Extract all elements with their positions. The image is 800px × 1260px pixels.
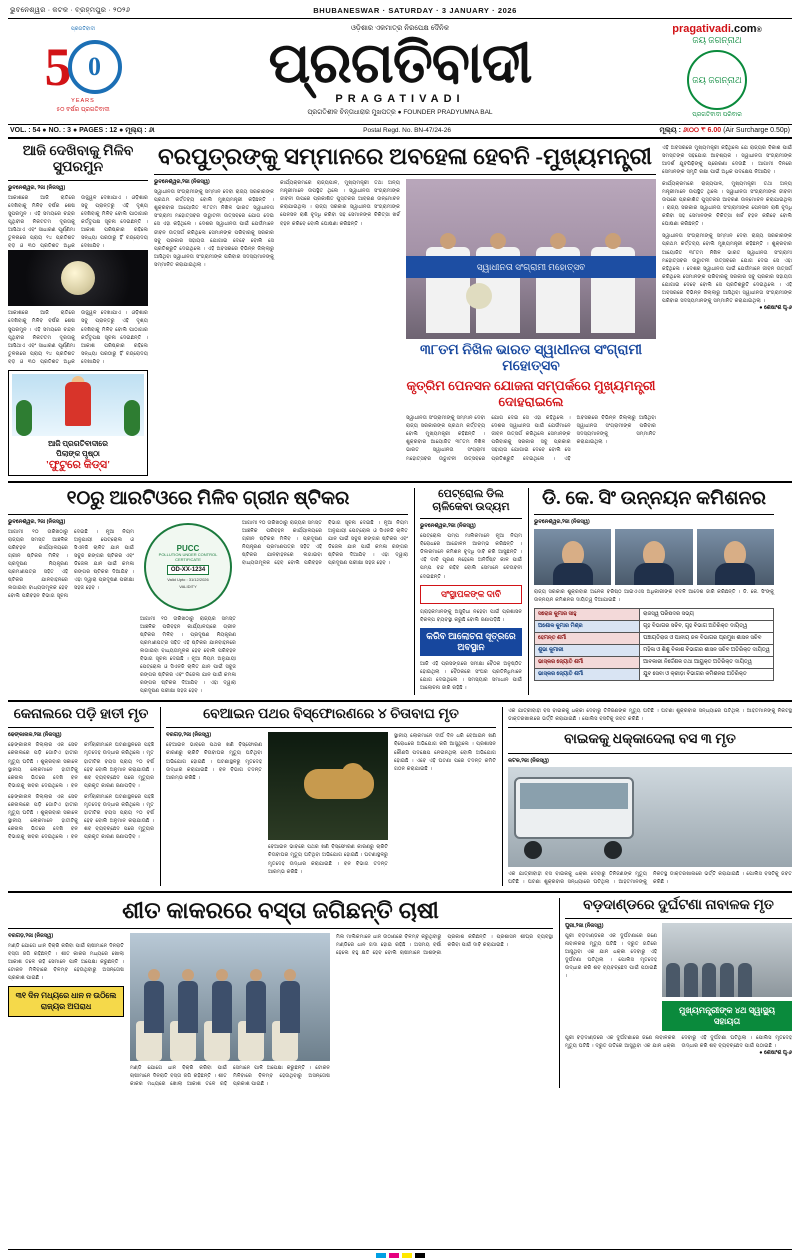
pucc-validity: Valid Upto : 31/12/2026 xyxy=(167,577,209,582)
registration-color-bar xyxy=(0,1253,800,1258)
green-sticker-body: ଆଗାମୀ ୧୦ ତାରିଖଠାରୁ ରାଜ୍ୟର ସମସ୍ତ ଆଞ୍ଚଳିକ ପରିବହନ କାର୍ଯ୍ୟାଳୟରେ ଗ୍ରୀନ ଷ୍ଟିକର ମିଳିବ । ପ୍ରଦୂଷଣ ନିୟନ୍ତ୍ରଣ ପ୍ରମାଣପତ୍ର ସହିତ ଏହି ଷ୍ଟିକର ଯାନବାହନରେ ଲଗାଇବା ବାଧ୍ୟତାମୂଳକ ହେବ ବୋଲି ପରିବହନ ବିଭାଗ ସୂଚନା ଦେଇଛି । ନୂଆ ନିୟମ ଅନୁଯାୟୀ ପେଟ୍ରୋଲ ଓ ସିଏନଜି ଚାଳିତ ଯାନ ପାଇଁ ସବୁଜ ରଙ୍ଗର ଷ୍ଟିକର ଏବଂ ଡିଜେଲ ଯାନ ପାଇଁ କମଳା ରଙ୍ଗର ଷ୍ଟିକର ଦିଆଯିବ । ଏହା ଦ୍ୱାରା ପ୍ରଦୂଷଣ ପରୀକ୍ଷା ସହଜ ହେବ । xyxy=(8,528,134,600)
tree-right-icon xyxy=(124,400,140,436)
lead-photo-banner-text: ସ୍ୱାଧୀନତା ସଂଗ୍ରାମୀ ମହୋତ୍ସବ xyxy=(476,262,586,273)
officer-name: ଭାସ୍କର ଜ୍ୟୋତି ଶର୍ମା xyxy=(535,668,640,680)
bus-windshield-icon xyxy=(520,783,628,809)
farmers-yellow-box: ୩୧ ଦିନ ମଧ୍ୟରେ ଧାନ ନ ଉଠିଲେ ରାଜ୍ୟର ଅପରାଧ xyxy=(8,986,124,1017)
bus-wheel-icon xyxy=(524,841,542,859)
price-label: ମୂଲ୍ୟ : xyxy=(659,126,681,134)
farmers-body-under: ମଣ୍ଡି ଯୋଗେ ଧାନ ବିକ୍ରି କରିବା ପାଇଁ ଚାଷୀମାନେ ଦିନରାତି ବସ୍ତା ଜଗି ରହିଛନ୍ତି । ଶୀତ କାକର ମଧ୍ୟରେ ଖୋଲା ଆକାଶ ତଳେ ରହି ସେମାନେ ପାଳି ଅପେକ୍ଷା କରୁଛନ୍ତି । ଟୋକନ ମିଳିବାରେ ବିଳମ୍ବ ହେଉଥିବାରୁ ଅସନ୍ତୋଷ ପ୍ରକାଶ ପାଇଛି । xyxy=(130,1065,330,1088)
top-strip-left: ଭୁବନେଶ୍ୱର · କଟକ · ବ୍ରହ୍ମପୁର · ୨୦୨୬ xyxy=(10,6,131,14)
bus-headline: ବାଇକକୁ ଧକ୍କାଦେଲା ବସ ୩ ମୃତ xyxy=(564,732,736,748)
masthead-tagline: ଓଡ଼ିଶାର ଏକମାତ୍ର ନିରପେକ୍ଷ ଦୈନିକ xyxy=(350,25,450,33)
boat-story xyxy=(559,898,792,1089)
lead-dateline: ଭୁବନେଶ୍ୱର,୨ଜା (ନିଜସ୍ୱ) xyxy=(154,179,210,186)
anniversary-logo-top: ପ୍ରଗତିବାଦୀ xyxy=(70,26,95,33)
green-sticker-body-3: ଆଗାମୀ ୧୦ ତାରିଖଠାରୁ ରାଜ୍ୟର ସମସ୍ତ ଆଞ୍ଚଳିକ ପରିବହନ କାର୍ଯ୍ୟାଳୟରେ ଗ୍ରୀନ ଷ୍ଟିକର ମିଳିବ । ପ୍ରଦୂଷଣ ନିୟନ୍ତ୍ରଣ ପ୍ରମାଣପତ୍ର ସହିତ ଏହି ଷ୍ଟିକର ଯାନବାହନରେ ଲଗାଇବା ବାଧ୍ୟତାମୂଳକ ହେବ ବୋଲି ପରିବହନ ବିଭାଗ ସୂଚନା ଦେଇଛି । ନୂଆ ନିୟମ ଅନୁଯାୟୀ ପେଟ୍ରୋଲ ଓ ସିଏନଜି ଚାଳିତ ଯାନ ପାଇଁ ସବୁଜ ରଙ୍ଗର ଷ୍ଟିକର ଏବଂ ଡିଜେଲ ଯାନ ପାଇଁ କମଳା ରଙ୍ଗର ଷ୍ଟିକର ଦିଆଯିବ । ଏହା ଦ୍ୱାରା ପ୍ରଦୂଷଣ ପରୀକ୍ଷା ସହଜ ହେବ । xyxy=(242,519,408,567)
jagannath-badge-label: ଜୟ ଜଗନ୍ନାଥ xyxy=(692,74,742,85)
bottom-section xyxy=(8,898,792,1089)
officer-name: ସରୋଜ କୁମାର ସାହୁ xyxy=(535,608,640,620)
person-icon xyxy=(720,963,734,997)
middle-section xyxy=(8,488,792,695)
petrol-headline-2: ଚାଳିକେବା ଉଦ୍ୟମ xyxy=(432,501,510,514)
footer-rule xyxy=(8,1249,792,1250)
elephant-body: ଢେଙ୍କାନାଳ ଜିଲ୍ଲାର ଏକ ସେଚ କେନାଲରେ ପଡ଼ି ଗୋଟିଏ ହାତୀର ମୃତ୍ୟୁ ଘଟିଛି । ଶୁକ୍ରବାର ସକାଳେ ସ୍ଥାନୀୟ ଲୋକମାନେ ହାତୀଟିକୁ କେନାଲ ଭିତରେ ଦେଖି ବନ ବିଭାଗକୁ ଖବର ଦେଇଥିଲେ । ବନ କର୍ମଚାରୀମାନେ ଘଟଣାସ୍ଥଳରେ ପହଞ୍ଚି ମୃତଦେହ ଉଦ୍ଧାର କରିଥିଲେ । ମୃତ ହାତୀଟିର ବୟସ ପ୍ରାୟ ୨୦ ବର୍ଷ ହେବ ବୋଲି ଅନୁମାନ କରାଯାଉଛି । ଶବ ବ୍ୟବଚ୍ଛେଦ ପରେ ମୃତ୍ୟୁର ପ୍ରକୃତ କାରଣ ଜଣାପଡ଼ିବ । xyxy=(8,742,154,789)
masthead xyxy=(8,19,792,120)
table-row xyxy=(535,608,774,620)
officer-portrait xyxy=(697,529,774,585)
farmer-icon xyxy=(280,981,300,1033)
petrol-story xyxy=(414,488,522,695)
officer-post: ଗୃହ ବିଭାଗର ସଚିବ, ଗୃହ ବିଭାଗ ଅତିରିକ୍ତ ଦାୟିତ୍ୱ xyxy=(640,620,774,632)
person-head-icon xyxy=(605,233,621,249)
green-sticker-headline: ୧୦ରୁ ଆରଟିଓରେ ମିଳିବ ଗ୍ରୀନ ଷ୍ଟିକର xyxy=(66,487,350,509)
person-head-icon xyxy=(550,233,566,249)
farmer-icon xyxy=(144,981,164,1033)
boat-body: ପୁରୀ ବଡ଼ଦାଣ୍ଡରେ ଏକ ଦୁର୍ଘଟଣାରେ ଜଣେ ନାବାଳକର ମୃତ୍ୟୁ ଘଟିଛି । ଦ୍ରୁତ ଗତିରେ ଆସୁଥିବା ଏକ ଯାନ ଧକ୍କା ଦେବାରୁ ଏହି ଦୁର୍ଘଟଣା ଘଟିଥିଲା । ପୋଲିସ ମୃତଦେହ ଉଦ୍ଧାର କରି ଶବ ବ୍ୟବଚ୍ଛେଦ ପାଇଁ ପଠାଇଛି । xyxy=(565,932,657,980)
boat-dateline: ପୁରୀ,୨ଜା (ନିଜସ୍ୱ) xyxy=(565,922,604,929)
supermoon-headline: ଆଜି ଦେଖିବାକୁ ମିଳିବ ସୁପରମୁନ xyxy=(22,143,134,175)
volume-bar xyxy=(8,124,792,139)
elephant-story xyxy=(8,707,154,885)
officer-name: ଭାସ୍କର ଜ୍ୟୋତି ଶର୍ମା xyxy=(535,656,640,668)
lead-body-right-2: କାର୍ଯ୍ୟକ୍ରମରେ ରାଜ୍ୟପାଳ, ମୁଖ୍ୟମନ୍ତ୍ରୀ ତଥା ଅନ୍ୟ ମନ୍ତ୍ରୀମାନେ ଉପସ୍ଥିତ ଥିଲେ । ସ୍ୱାଧୀନତା ସଂଗ୍ରାମୀଙ୍କ ଜୀବନୀ ଉପରେ ପ୍ରକାଶିତ ପୁସ୍ତକର ଆବରଣ ଉନ୍ମୋଚନ କରାଯାଇଥିଲା । ରାଜ୍ୟ ସରକାର ସ୍ୱାଧୀନତା ସଂଗ୍ରାମୀଙ୍କ ପେନସନ ରାଶି ବୃଦ୍ଧି କରିବା ସହ ସେମାନଙ୍କ ଚିକିତ୍ସା ଖର୍ଚ୍ଚ ବହନ କରିବେ ବୋଲି ଘୋଷଣା କରିଛନ୍ତି । xyxy=(662,181,792,228)
tree-left-icon xyxy=(16,400,32,436)
green-sticker-body-2: ଆଗାମୀ ୧୦ ତାରିଖଠାରୁ ରାଜ୍ୟର ସମସ୍ତ ଆଞ୍ଚଳିକ ପରିବହନ କାର୍ଯ୍ୟାଳୟରେ ଗ୍ରୀନ ଷ୍ଟିକର ମିଳିବ । ପ୍ରଦୂଷଣ ନିୟନ୍ତ୍ରଣ ପ୍ରମାଣପତ୍ର ସହିତ ଏହି ଷ୍ଟିକର ଯାନବାହନରେ ଲଗାଇବା ବାଧ୍ୟତାମୂଳକ ହେବ ବୋଲି ପରିବହନ ବିଭାଗ ସୂଚନା ଦେଇଛି । ନୂଆ ନିୟମ ଅନୁଯାୟୀ ପେଟ୍ରୋଲ ଓ ସିଏନଜି ଚାଳିତ ଯାନ ପାଇଁ ସବୁଜ ରଙ୍ଗର ଷ୍ଟିକର ଏବଂ ଡିଜେଲ ଯାନ ପାଇଁ କମଳା ରଙ୍ଗର ଷ୍ଟିକର ଦିଆଯିବ । ଏହା ଦ୍ୱାରା ପ୍ରଦୂଷଣ ପରୀକ୍ଷା ସହଜ ହେବ । xyxy=(140,615,236,695)
anniversary-0: 0 xyxy=(68,40,122,94)
website-tld: .com xyxy=(730,23,757,35)
bus-photo xyxy=(508,767,792,867)
appointments-table xyxy=(534,608,774,681)
lead-subhead-blue: ୩୮ତମ ନିଖିଳ ଭାରତ ସ୍ୱାଧୀନତା ସଂଗ୍ରାମୀ ମହୋତ୍ସବ xyxy=(419,343,643,375)
price-oriya: ୬୲୦୦ xyxy=(682,126,700,134)
upper-section xyxy=(8,144,792,476)
price-block xyxy=(660,127,790,135)
lead-photo-banner xyxy=(406,256,656,278)
pucc-subtitle: POLLUTION UNDER CONTROL CERTIFICATE xyxy=(158,552,218,563)
person-icon xyxy=(684,963,698,997)
boat-continued: ● ଶେଷାଂଶ ପୃ-୬ xyxy=(759,1049,792,1056)
top-strip xyxy=(8,4,792,19)
page-title: ପ୍ରଗତିବାଦୀ xyxy=(268,33,532,96)
color-mark-black xyxy=(415,1253,425,1258)
petrol-headline-1: ପେଟ୍ରୋଲ ଡିଲ xyxy=(438,487,504,500)
volume-info: VOL. : 54 ● NO. : 3 ● PAGES : 12 ● ମୂଲ୍ୟ : ୬୲ xyxy=(10,126,155,134)
column-right xyxy=(662,144,792,476)
dk-headline: ଡି. କେ. ସିଂ ଉନ୍ନୟନ କମିଶନର xyxy=(541,487,767,509)
farmers-dateline: ବରଗଡ଼,୨ଜା (ନିଜସ୍ୱ) xyxy=(8,933,54,940)
petrol-dateline: ଭୁବନେଶ୍ୱର,୨ଜା (ନିଜସ୍ୱ) xyxy=(420,523,476,530)
farmer-icon xyxy=(246,981,266,1033)
leopard-body-under: ବେଆଇନ ଭାବରେ ପଥର ଖଣି ବିସ୍ଫୋରଣ କାରଣରୁ ଚାରିଟି ଚିତାବାଘର ମୃତ୍ୟୁ ଘଟିଥିବା ଅଭିଯୋଗ ହୋଇଛି । ଘଟଣାସ୍ଥଳରୁ ମୃତଦେହ ଉଦ୍ଧାର କରାଯାଇଛି । ବନ ବିଭାଗ ତଦନ୍ତ ଆରମ୍ଭ କରିଛି । xyxy=(268,844,388,875)
bus-lead-text: ଏକ ଯାତ୍ରୀବାହୀ ବସ ବାଇକକୁ ଧକ୍କା ଦେବାରୁ ତିନିଜଣଙ୍କ ମୃତ୍ୟୁ ଘଟିଛି । ଘଟଣା ଶୁକ୍ରବାର ସନ୍ଧ୍ୟାରେ ଘଟିଥିଲା । ଆହତମାନଙ୍କୁ ନିକଟସ୍ଥ ଡାକ୍ତରଖାନାରେ ଭର୍ତ୍ତି କରାଯାଇଛି । ପୋଲିସ ବସଟିକୁ ଜବତ କରିଛି । xyxy=(508,708,792,723)
officer-post: ପଞ୍ଚାୟତିରାଜ ଓ ପାନୀୟ ଜଳ ବିଭାଗର ପ୍ରମୁଖ ଶାସନ ସଚିବ xyxy=(640,632,774,644)
bus-wheel-icon xyxy=(604,841,622,859)
farmers-body-right: ମିଲ ମାଲିକମାନେ ଧାନ ଉଠାଣରେ ବିଳମ୍ବ କରୁଥିବାରୁ ମଣ୍ଡିରେ ଧାନ ଗଦା ହୋଇ ରହିଛି । ଅସମୟ ବର୍ଷା ହେଲେ ବହୁ କ୍ଷତି ହେବ ବୋଲି ଚାଷୀମାନେ ଆଶଙ୍କା ପ୍ରକାଶ କରିଛନ୍ତି । ପ୍ରଶାସନ ଶୀଘ୍ର ବ୍ୟବସ୍ଥା କରିବା ପାଇଁ ଦାବି କରାଯାଇଛି । xyxy=(336,934,553,957)
officer-portrait xyxy=(534,529,611,585)
elephant-body-2: ଢେଙ୍କାନାଳ ଜିଲ୍ଲାର ଏକ ସେଚ କେନାଲରେ ପଡ଼ି ଗୋଟିଏ ହାତୀର ମୃତ୍ୟୁ ଘଟିଛି । ଶୁକ୍ରବାର ସକାଳେ ସ୍ଥାନୀୟ ଲୋକମାନେ ହାତୀଟିକୁ କେନାଲ ଭିତରେ ଦେଖି ବନ ବିଭାଗକୁ ଖବର ଦେଇଥିଲେ । ବନ କର୍ମଚାରୀମାନେ ଘଟଣାସ୍ଥଳରେ ପହଞ୍ଚି ମୃତଦେହ ଉଦ୍ଧାର କରିଥିଲେ । ମୃତ ହାତୀଟିର ବୟସ ପ୍ରାୟ ୨୦ ବର୍ଷ ହେବ ବୋଲି ଅନୁମାନ କରାଯାଉଛି । ଶବ ବ୍ୟବଚ୍ଛେଦ ପରେ ମୃତ୍ୟୁର ପ୍ରକୃତ କାରଣ ଜଣାପଡ଼ିବ । xyxy=(8,793,154,841)
color-mark-magenta xyxy=(389,1253,399,1258)
column-left xyxy=(8,144,148,476)
lead-body-mid: କାର୍ଯ୍ୟକ୍ରମରେ ରାଜ୍ୟପାଳ, ମୁଖ୍ୟମନ୍ତ୍ରୀ ତଥା ଅନ୍ୟ ମନ୍ତ୍ରୀମାନେ ଉପସ୍ଥିତ ଥିଲେ । ସ୍ୱାଧୀନତା ସଂଗ୍ରାମୀଙ୍କ ଜୀବନୀ ଉପରେ ପ୍ରକାଶିତ ପୁସ୍ତକର ଆବରଣ ଉନ୍ମୋଚନ କରାଯାଇଥିଲା । ରାଜ୍ୟ ସରକାର ସ୍ୱାଧୀନତା ସଂଗ୍ରାମୀଙ୍କ ପେନସନ ରାଶି ବୃଦ୍ଧି କରିବା ସହ ସେମାନଙ୍କ ଚିକିତ୍ସା ଖର୍ଚ୍ଚ ବହନ କରିବେ ବୋଲି ଘୋଷଣା କରିଛନ୍ତି । xyxy=(280,180,400,227)
table-row xyxy=(535,644,774,656)
leopard-headline: ବେଆଇନ ପଥର ବିସ୍ଫୋରଣରେ ୪ ଚିତାବାଘ ମୃତ xyxy=(203,707,459,723)
person-icon xyxy=(666,963,680,997)
masthead-roman-title: PRAGATIVADI xyxy=(335,93,465,106)
person-head-icon xyxy=(490,233,506,249)
anniversary-logo-icon xyxy=(28,28,138,106)
pucc-title: PUCC xyxy=(176,544,200,554)
kids-promo-line3: 'ଫୁଟୁରେ କିଡ୍ସ' xyxy=(45,458,111,471)
table-row xyxy=(535,656,774,668)
face-icon xyxy=(284,969,296,981)
face-icon xyxy=(182,969,194,981)
leopard-body-left: ବେଆଇନ ଭାବରେ ପଥର ଖଣି ବିସ୍ଫୋରଣ କାରଣରୁ ଚାରିଟି ଚିତାବାଘର ମୃତ୍ୟୁ ଘଟିଥିବା ଅଭିଯୋଗ ହୋଇଛି । ଘଟଣାସ୍ଥଳରୁ ମୃତଦେହ ଉଦ୍ଧାର କରାଯାଇଛି । ବନ ବିଭାଗ ତଦନ୍ତ ଆରମ୍ଭ କରିଛି । xyxy=(166,742,262,781)
person-icon xyxy=(738,963,752,997)
dk-dateline: ଭୁବନେଶ୍ୱର,୨ଜା (ନିଜସ୍ୱ) xyxy=(534,518,590,525)
leopard-photo xyxy=(268,732,388,840)
bus-dateline: କଟକ,୨ଜା (ନିଜସ୍ୱ) xyxy=(508,757,549,764)
lead-continued: ● ଶେଷାଂଶ ପୃ-୬ xyxy=(759,304,792,311)
petrol-redbox: ସଂସ୍ଥାପକଙ୍କ ଦାବି xyxy=(420,585,522,604)
green-sticker-story xyxy=(8,488,408,695)
officer-name: ଶୁଭା କୁମାରୀ xyxy=(535,644,640,656)
bus-story xyxy=(502,707,792,885)
anniversary-caption: ୫୦ ବର୍ଷର ପ୍ରଗତିବାଦୀ xyxy=(56,107,110,114)
publisher-family-label: ପ୍ରଗତିବାଦୀ ପରିବାର xyxy=(692,112,742,118)
lead-headline: ବରପୁତ୍ରଙ୍କୁ ସମ୍ମାନରେ ଅବହେଳା ହେବନି -ମୁଖ୍ୟମନ୍ତ୍ରୀ xyxy=(158,143,652,169)
kids-promo-line2: ପିଲାଙ୍କ ପୃଷ୍ଠା xyxy=(56,448,100,458)
masthead-left xyxy=(8,28,158,114)
officer-post: ମହିଳା ଓ ଶିଶୁ ବିକାଶ ବିଭାଗର ଶାସନ ସଚିବ ଅତିରିକ୍ତ ଦାୟିତ୍ୱ xyxy=(640,644,774,656)
farmer-icon xyxy=(212,981,232,1033)
farmers-body-left: ମଣ୍ଡି ଯୋଗେ ଧାନ ବିକ୍ରି କରିବା ପାଇଁ ଚାଷୀମାନେ ଦିନରାତି ବସ୍ତା ଜଗି ରହିଛନ୍ତି । ଶୀତ କାକର ମଧ୍ୟରେ ଖୋଲା ଆକାଶ ତଳେ ରହି ସେମାନେ ପାଳି ଅପେକ୍ଷା କରୁଛନ୍ତି । ଟୋକନ ମିଳିବାରେ ବିଳମ୍ବ ହେଉଥିବାରୁ ଅସନ୍ତୋଷ ପ୍ରକାଶ ପାଇଛି । xyxy=(8,943,124,982)
petrol-body: ପେଟ୍ରୋଲ ପମ୍ପ ମାଲିକମାନେ ନୂଆ ନିୟମ ବିରୋଧରେ ଆନ୍ଦୋଳନ ଆରମ୍ଭ କରିଛନ୍ତି । ଡିଲରମାନେ କମିଶନ ବୃଦ୍ଧି ଦାବି କରି ଆସୁଛନ୍ତି । ଏହି ଦାବି ପୂରଣ ନହେଲେ ଅନିର୍ଦ୍ଦିଷ୍ଟ କାଳ ପାଇଁ ପମ୍ପ ବନ୍ଦ ରହିବ ବୋଲି ସେମାନେ ଚେତାବନୀ ଦେଇଛନ୍ତି । xyxy=(420,533,522,580)
lead-body-right-3: ସ୍ୱାଧୀନତା ସଂଗ୍ରାମୀଙ୍କୁ ସମ୍ମାନ ଦେବା ରାଜ୍ୟ ସରକାରଙ୍କ ପ୍ରଥମ କର୍ତ୍ତବ୍ୟ ବୋଲି ମୁଖ୍ୟମନ୍ତ୍ରୀ କହିଛନ୍ତି । ଶୁକ୍ରବାର ଆୟୋଜିତ ୩୮ତମ ନିଖିଳ ଭାରତ ସ୍ୱାଧୀନତା ସଂଗ୍ରାମୀ ମହୋତ୍ସବର ଉଦ୍ଘାଟନୀ ଉତ୍ସବରେ ଯୋଗ ଦେଇ ସେ ଏହା କହିଥିଲେ । ଦେଶର ସ୍ୱାଧୀନତା ପାଇଁ ଯେଉଁମାନେ ଜୀବନ ଉତ୍ସର୍ଗ କରିଥିଲେ ସେମାନଙ୍କ ପରିବାରକୁ ସରକାର ସବୁ ପ୍ରକାର ସହାୟତା ଯୋଗାଇ ଦେବେ ବୋଲି ସେ ପ୍ରତିଶ୍ରୁତି ଦେଇଥିଲେ । ଏହି ଅବସରରେ ବିଭିନ୍ନ ଜିଲ୍ଲାରୁ ଆସିଥିବା ସ୍ୱାଧୀନତା ସଂଗ୍ରାମୀଙ୍କ ପରିବାର ସଦସ୍ୟମାନଙ୍କୁ ସମ୍ମାନିତ କରାଯାଇଥିଲା । xyxy=(662,233,792,304)
masthead-right xyxy=(642,23,792,120)
officer-post: ଆବକାରୀ ନିର୍ଦ୍ଦେଶକ ତଥା ଆୟୁକ୍ତ ଅତିରିକ୍ତ ଦାୟିତ୍ୱ xyxy=(640,656,774,668)
postal-regd: Postal Regd. No. BN-47/24-26 xyxy=(363,127,451,135)
elephant-dateline: ଢେଙ୍କାନାଳ,୨ଜା (ନିଜସ୍ୱ) xyxy=(8,732,62,739)
anniversary-years: YEARS xyxy=(71,98,95,105)
lead-body-lower: ସ୍ୱାଧୀନତା ସଂଗ୍ରାମୀଙ୍କୁ ସମ୍ମାନ ଦେବା ରାଜ୍ୟ ସରକାରଙ୍କ ପ୍ରଥମ କର୍ତ୍ତବ୍ୟ ବୋଲି ମୁଖ୍ୟମନ୍ତ୍ରୀ କହିଛନ୍ତି । ଶୁକ୍ରବାର ଆୟୋଜିତ ୩୮ତମ ନିଖିଳ ଭାରତ ସ୍ୱାଧୀନତା ସଂଗ୍ରାମୀ ମହୋତ୍ସବର ଉଦ୍ଘାଟନୀ ଉତ୍ସବରେ ଯୋଗ ଦେଇ ସେ ଏହା କହିଥିଲେ । ଦେଶର ସ୍ୱାଧୀନତା ପାଇଁ ଯେଉଁମାନେ ଜୀବନ ଉତ୍ସର୍ଗ କରିଥିଲେ ସେମାନଙ୍କ ପରିବାରକୁ ସରକାର ସବୁ ପ୍ରକାର ସହାୟତା ଯୋଗାଇ ଦେବେ ବୋଲି ସେ ପ୍ରତିଶ୍ରୁତି ଦେଇଥିଲେ । ଏହି ଅବସରରେ ବିଭିନ୍ନ ଜିଲ୍ଲାରୁ ଆସିଥିବା ସ୍ୱାଧୀନତା ସଂଗ୍ରାମୀଙ୍କ ପରିବାର ସଦସ୍ୟମାନଙ୍କୁ ସମ୍ମାନିତ କରାଯାଇଥିଲା । xyxy=(406,415,656,462)
farmers-headline: ଶୀତ କାକରରେ ବସ୍ତା ଜଗିଛନ୍ତି ଚାଷୀ xyxy=(122,897,439,923)
website-name: pragativadi xyxy=(672,23,731,35)
leopard-head-icon xyxy=(342,763,364,783)
elephant-headline: କେନାଲରେ ପଡ଼ି ହାତୀ ମୃତ xyxy=(13,707,149,723)
farmers-story xyxy=(8,898,553,1089)
leopard-story xyxy=(160,707,496,885)
face-icon xyxy=(148,969,160,981)
kid-body-icon xyxy=(65,382,91,426)
farmer-icon xyxy=(178,981,198,1033)
moon-photo xyxy=(8,250,148,306)
torso-icon xyxy=(634,563,674,585)
bus-body: ଏକ ଯାତ୍ରୀବାହୀ ବସ ବାଇକକୁ ଧକ୍କା ଦେବାରୁ ତିନିଜଣଙ୍କ ମୃତ୍ୟୁ ଘଟିଛି । ଘଟଣା ଶୁକ୍ରବାର ସନ୍ଧ୍ୟାରେ ଘଟିଥିଲା । ଆହତମାନଙ୍କୁ ନିକଟସ୍ଥ ଡାକ୍ତରଖାନାରେ ଭର୍ତ୍ତି କରାଯାଇଛି । ପୋଲିସ ବସଟିକୁ ଜବତ କରିଛି । xyxy=(508,870,792,885)
green-sticker-dateline: ଭୁବନେଶ୍ୱର, ୨ଜା (ନିଜସ୍ୱ) xyxy=(8,518,66,525)
face-icon xyxy=(250,969,262,981)
lead-subhead-red: କୃତ୍ରିମ ପେନସନ ଯୋଜନା ସମ୍ପର୍କରେ ମୁଖ୍ୟମନ୍ତ୍ରୀ ଦୋହରାଇଲେ xyxy=(406,378,656,410)
boat-photo xyxy=(662,923,792,997)
boat-headline: ବଡ଼ଦାଣ୍ଡରେ ଦୁର୍ଘଟଣା ନାବାଳକ ମୃତ xyxy=(583,897,774,913)
table-row xyxy=(535,620,774,632)
website-link[interactable]: pragativadi.com® xyxy=(672,23,762,35)
color-mark-cyan xyxy=(376,1253,386,1258)
dk-body: ରାଜ୍ୟ ସରକାର ଶୁକ୍ରବାର ଅନେକ ବରିଷ୍ଠ ଆଇଏଏସ ଅଧିକାରୀଙ୍କ ବଦଳି ଆଦେଶ ଜାରି କରିଛନ୍ତି । ଡି. କେ. ସିଂଙ୍କୁ ଉନ୍ନୟନ କମିଶନର ଦାୟିତ୍ୱ ଦିଆଯାଇଛି । xyxy=(534,588,774,603)
price-value: ₹ 6.00 xyxy=(700,126,722,134)
masthead-center xyxy=(158,25,642,117)
table-row xyxy=(535,668,774,680)
person-head-icon xyxy=(440,233,456,249)
supermoon-dateline: ଭୁବନେଶ୍ୱର, ୨ଜା (ନିଜସ୍ୱ) xyxy=(8,184,66,191)
boat-green-box: ମୁଖ୍ୟମନ୍ତ୍ରୀଙ୍କ ୪ଥ ସ୍ୱାସ୍ଥ୍ୟ ସହାୟତା xyxy=(662,1001,792,1031)
torso-icon xyxy=(553,563,593,585)
pucc-sticker-icon xyxy=(144,523,232,611)
dk-singh-story xyxy=(528,488,774,695)
farmers-photo xyxy=(130,933,330,1061)
petrol-bluebar: କରିବ ଆଲୋଚନା ସୂତ୍ରରେ ଅବସ୍ଥାନ xyxy=(420,628,522,656)
leopard-dateline: ବରଗଡ଼,୨ଜା (ନିଜସ୍ୱ) xyxy=(166,732,212,739)
kids-promo-line1: ଆଜି ପ୍ରଗତିବାଦୀରେ xyxy=(48,438,108,448)
torso-icon xyxy=(715,563,755,585)
supermoon-body: ଆକାଶରେ ଆଜି ରାତିରେ ଦେଖିବାକୁ ମିଳିବ ବର୍ଷର ଶେଷ ସୁପରମୁନ । ଏହି ସମୟରେ ଚନ୍ଦ୍ର ପୃଥିବୀର ନିକଟତମ ଦୂରତାକୁ ଆସିଥାଏ ଏବଂ ସାଧାରଣ ପୂର୍ଣ୍ଣିମା ତୁଳନାରେ ପ୍ରାୟ ୧୪ ପ୍ରତିଶତ ବଡ଼ ଓ ୩୦ ପ୍ରତିଶତ ଅଧିକ ଉଜ୍ଜ୍ୱଳ ଦେଖାଯାଏ । ଓଡ଼ିଶାର ସବୁ ପ୍ରାନ୍ତରୁ ଏହି ଦୃଶ୍ୟ ଦେଖିବାକୁ ମିଳିବ ବୋଲି ପାଠାଗାର କର୍ତ୍ତୃପକ୍ଷ ସୂଚନା ଦେଇଛନ୍ତି । ଆକାଶ ପରିଷ୍କାର ରହିଲେ ସନ୍ଧ୍ୟା ପରଠାରୁ ହିଁ ଚନ୍ଦ୍ରୋଦୟ ଦେଖାଯିବ । xyxy=(8,194,148,250)
pucc-number: OD-XX-1234 xyxy=(167,565,209,575)
table-row xyxy=(535,632,774,644)
supermoon-body-2: ଆକାଶରେ ଆଜି ରାତିରେ ଦେଖିବାକୁ ମିଳିବ ବର୍ଷର ଶେଷ ସୁପରମୁନ । ଏହି ସମୟରେ ଚନ୍ଦ୍ର ପୃଥିବୀର ନିକଟତମ ଦୂରତାକୁ ଆସିଥାଏ ଏବଂ ସାଧାରଣ ପୂର୍ଣ୍ଣିମା ତୁଳନାରେ ପ୍ରାୟ ୧୪ ପ୍ରତିଶତ ବଡ଼ ଓ ୩୦ ପ୍ରତିଶତ ଅଧିକ ଉଜ୍ଜ୍ୱଳ ଦେଖାଯାଏ । ଓଡ଼ିଶାର ସବୁ ପ୍ରାନ୍ତରୁ ଏହି ଦୃଶ୍ୟ ଦେଖିବାକୁ ମିଳିବ ବୋଲି ପାଠାଗାର କର୍ତ୍ତୃପକ୍ଷ ସୂଚନା ଦେଇଛନ୍ତି । ଆକାଶ ପରିଷ୍କାର ରହିଲେ ସନ୍ଧ୍ୟା ପରଠାରୁ ହିଁ ଚନ୍ଦ୍ରୋଦୟ ଦେଖାଯିବ । xyxy=(8,310,148,365)
officer-portrait xyxy=(615,529,692,585)
third-section xyxy=(8,707,792,885)
petrol-body-3: ଆଜି ଏହି ପ୍ରସଙ୍ଗରେ ସମୀକ୍ଷା ବୈଠକ ଅନୁଷ୍ଠିତ ହୋଇଥିଲା । ବୈଠକରେ ସଂଘର ପ୍ରତିନିଧିମାନେ ଯୋଗ ଦେଇଥିଲେ । ସମସ୍ୟାର ସମାଧାନ ପାଇଁ ଆଲୋଚନା ଜାରି ରହିଛି । xyxy=(420,660,522,691)
boat-body-2: ପୁରୀ ବଡ଼ଦାଣ୍ଡରେ ଏକ ଦୁର୍ଘଟଣାରେ ଜଣେ ନାବାଳକର ମୃତ୍ୟୁ ଘଟିଛି । ଦ୍ରୁତ ଗତିରେ ଆସୁଥିବା ଏକ ଯାନ ଧକ୍କା ଦେବାରୁ ଏହି ଦୁର୍ଘଟଣା ଘଟିଥିଲା । ପୋଲିସ ମୃତଦେହ ଉଦ୍ଧାର କରି ଶବ ବ୍ୟବଚ୍ଛେଦ ପାଇଁ ପଠାଇଛି । xyxy=(565,1034,792,1049)
officer-post: ଯୁବ ସେବା ଓ କ୍ରୀଡ଼ା ବିଭାଗର କମିଶନର ଅତିରିକ୍ତ xyxy=(640,668,774,680)
lead-body-left: ସ୍ୱାଧୀନତା ସଂଗ୍ରାମୀଙ୍କୁ ସମ୍ମାନ ଦେବା ରାଜ୍ୟ ସରକାରଙ୍କ ପ୍ରଥମ କର୍ତ୍ତବ୍ୟ ବୋଲି ମୁଖ୍ୟମନ୍ତ୍ରୀ କହିଛନ୍ତି । ଶୁକ୍ରବାର ଆୟୋଜିତ ୩୮ତମ ନିଖିଳ ଭାରତ ସ୍ୱାଧୀନତା ସଂଗ୍ରାମୀ ମହୋତ୍ସବର ଉଦ୍ଘାଟନୀ ଉତ୍ସବରେ ଯୋଗ ଦେଇ ସେ ଏହା କହିଥିଲେ । ଦେଶର ସ୍ୱାଧୀନତା ପାଇଁ ଯେଉଁମାନେ ଜୀବନ ଉତ୍ସର୍ଗ କରିଥିଲେ ସେମାନଙ୍କ ପରିବାରକୁ ସରକାର ସବୁ ପ୍ରକାର ସହାୟତା ଯୋଗାଇ ଦେବେ ବୋଲି ସେ ପ୍ରତିଶ୍ରୁତି ଦେଇଥିଲେ । ଏହି ଅବସରରେ ବିଭିନ୍ନ ଜିଲ୍ଲାରୁ ଆସିଥିବା ସ୍ୱାଧୀନତା ସଂଗ୍ରାମୀଙ୍କ ପରିବାର ସଦସ୍ୟମାନଙ୍କୁ ସମ୍ମାନିତ କରାଯାଇଥିଲା । xyxy=(154,189,274,268)
lead-story xyxy=(154,144,656,476)
jagannath-text: ଜୟ ଜଗନ୍ନାଥ xyxy=(692,35,742,45)
person-icon xyxy=(702,963,716,997)
officer-name: ହେମନ୍ତ ଶର୍ମା xyxy=(535,632,640,644)
kids-page-promo[interactable] xyxy=(8,370,148,476)
pucc-tag: VALIDITY xyxy=(179,584,197,589)
top-strip-center: BHUBANESWAR · SATURDAY · 3 JANUARY · 2026 xyxy=(313,6,517,15)
petrol-body-2: ଗ୍ରାହକମାନଙ୍କୁ ଅସୁବିଧା ନହେବା ପାଇଁ ପ୍ରଶାସନ ବିକଳ୍ପ ବ୍ୟବସ୍ଥା କରୁଛି ବୋଲି ଜଣାପଡ଼ିଛି । xyxy=(420,608,522,623)
jagannath-badge-icon xyxy=(687,50,747,110)
moon-disc-icon xyxy=(61,261,95,295)
lead-photo xyxy=(406,179,656,339)
officer-post: ରାଜସ୍ୱ ପରିଷଦର ସଭ୍ୟ xyxy=(640,608,774,620)
officer-name: ଅଶୋକ କୁମାର ମିଶ୍ର xyxy=(535,620,640,632)
lead-body-right: ଏହି ଅବସରରେ ମୁଖ୍ୟମନ୍ତ୍ରୀ କହିଥିଲେ ଯେ ରାଜ୍ୟର ବିକାଶ ପାଇଁ ସମସ୍ତଙ୍କ ସହଯୋଗ ଆବଶ୍ୟକ । ସ୍ୱାଧୀନତା ସଂଗ୍ରାମୀଙ୍କ ଆଦର୍ଶ ଯୁବପିଢ଼ିଙ୍କୁ ପ୍ରେରଣା ଦେଉଛି । ଆଗାମୀ ଦିନରେ ସେମାନଙ୍କ ସ୍ମୃତି ରକ୍ଷା ପାଇଁ ଅଧିକ ପଦକ୍ଷେପ ନିଆଯିବ । xyxy=(662,144,792,175)
price-surcharge: (Air Surcharge 0.50p) xyxy=(723,126,790,134)
masthead-strapline: ପ୍ରଗତିଶୀଳ ଚିନ୍ତାଧାରାର ମୁଖପତ୍ର ● FOUNDER PRADYUMNA BAL xyxy=(307,109,493,117)
leopard-body-right: ସ୍ଥାନୀୟ ଲୋକମାନେ ଦୀର୍ଘ ଦିନ ଧରି ବେଆଇନ ଖଣି ବିରୋଧରେ ଅଭିଯୋଗ କରି ଆସୁଥିଲେ । ପ୍ରଶାସନ କୌଣସି ପଦକ୍ଷେପ ନେଇନଥିଲା ବୋଲି ଅଭିଯୋଗ ହୋଇଛି । ଏବେ ଏହି ଘଟଣା ପରେ ତଦନ୍ତ କମିଟି ଗଠନ କରାଯାଇଛି । xyxy=(394,733,496,772)
color-mark-yellow xyxy=(402,1253,412,1258)
anniversary-5: 5 xyxy=(44,37,72,98)
dk-portraits xyxy=(534,529,774,585)
face-icon xyxy=(216,969,228,981)
kids-promo-art xyxy=(12,374,144,436)
